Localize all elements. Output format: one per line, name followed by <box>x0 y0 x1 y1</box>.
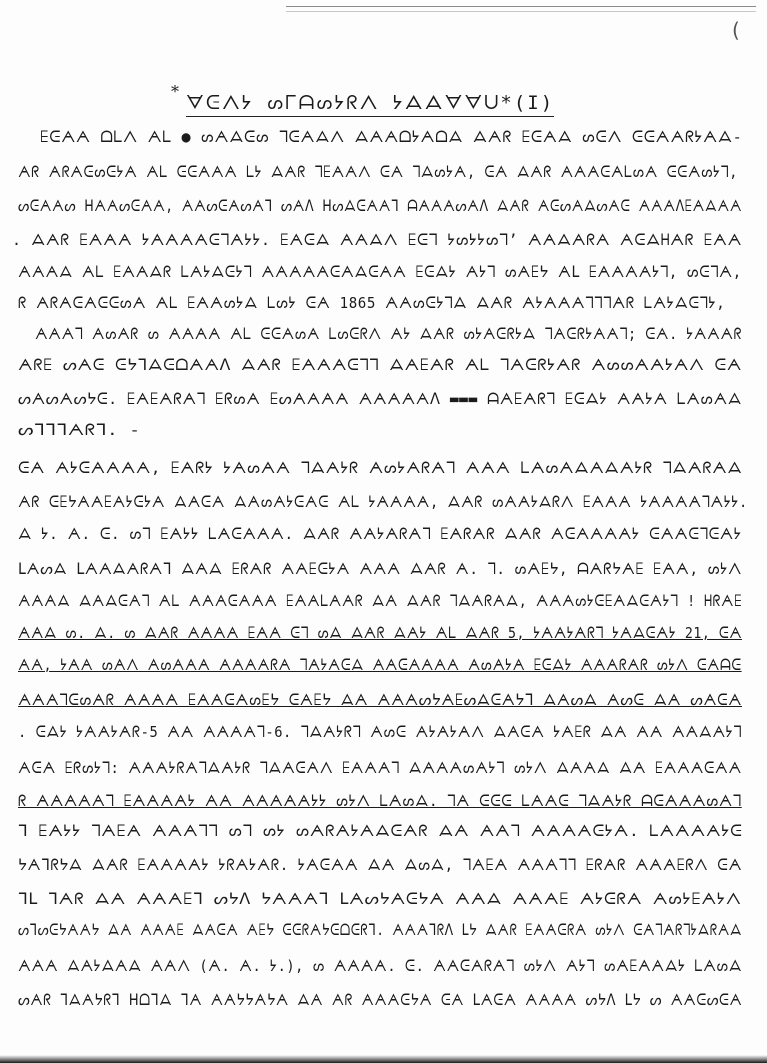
text-line: ᒪᗅᔕᗋ ᒪᗅᗅᗋᗅᖇᗅᒣ ᗋᗅᗋ ꗋᖇᗅᖇ ᗅᗅꗋᕮᔭᗅ ᗅᗅᗅ ᗋᗅᖇ ᗅ. ᒣ. ᔕᗅꗋᔭ, ᗩᗅᖇᔭᗅꗋ ꗋᗅᗅ, ᔕᔭᐱ <box>18 560 742 578</box>
text-line: ᗅᕮᗅ ꗋᖇᔕᔭᒣ: ᗅᗅᗅᔭᖇᗅᒣᗋᗅᔭᖇ ᒣᗋᗅᕮᗅᐱ ꗋᗅᗅᗅᒣ ᗋᗅᗅᗅᔕᗅᔭᒣ ᔕᔭᐱ ᗋᗅᗅᗋ ᗋᗅ ꗋᗅᗅᗅᕮᗅᗅ <box>18 759 742 777</box>
page-marker: ( <box>732 18 740 42</box>
text-line: ᖇ ᗅᖇᗅᕮᗅᕮᕮᔕᗅ ᗅᒪ ꗋᗅᗅᔕᔭᗋ ᒪᔕᔭ ᕮᗅ 1865 ᗅᗅᔕᕮᔭᒣᗋ ᗋᗅᖇ ᗅᔭᗅᗅᗅᒣᒣᒣᗅᖇ ᒪᗅᔭᗋᕮᒣᔭ, <box>18 294 725 312</box>
text-line: ᗅᗅᗅᒣ ᗅᔕᗅᖇ ᔕ ᗅᗅᗅᗅ ᗅᒪ ᕮᕮᗅᔕᗅ ᒪᔕᕮᖇᐱ ᗅᔭ ᗋᗅᖇ ᔕᔭᗅᕮᖇᔭᗋ ᒣᗅᕮᖇᔭᗅᗅᒣ; ᕮᗅ. ᔭᗅᗅᗅᖇ <box>35 325 742 343</box>
text-line: ᗅᖇꗋ ᔕᗅᕮ ᕮᔭᒣᗋᕮᗝᗅᗅᐱ ᗋᗅᖇ ꗋᗅᗅᗅᕮᒣᒣ ᗋᗅꗋᗅᖇ ᗅᒪ ᒣᗅᕮᖇᔭᗅᖇ ᗅᔕᔕᗅᗅᔭᗅᐱ ᕮᗅ <box>18 356 742 374</box>
page-title <box>186 92 554 122</box>
text-line: ᗅᗅᗋ ᔕ. ᗋ. ᔕ ᗋᗅᖇ ᗅᗅᗅᗅ ꗋᗅᗅ ᕮᒣ ᔕᗋ ᗋᗅᖇ ᗋᗅᔭ ᗅᒪ ᗋᗅᖇ 5, ᔭᗅᗅᔭᗅᖇᒣ ᔭᗅᗋᕮᗅᔭ 21, ᕮᗅ <box>18 624 742 642</box>
text-line: . ᗋᗅᖇ ꗋᗅᗅᗅ ᔭᗅᗅᗅᗅᕮᒣᗅᔭᔭ. ꗋᗅᕮᗋ ᗅᗅᗋᐱ ꗋᕮᒣ ᔭᔕᔭᔭᔕᒣ’ ᗅᗅᗋᗅᖇᗅ ᗅᕮᗋᕼᗅᖇ ꗋᗅᗅ <box>12 231 742 249</box>
text-line: ᕮᗅ ᗅᔭᕮᗅᗅᗅᗅ, ꗋᗅᖇᔭ ᔭᗅᔕᗅᗅ ᒣᗋᗅᔭᖇ ᗅᔕᔭᗅᖇᗅᒣ ᗅᗅᗅ ᒪᗅᔕᗅᗋᗅᗋᗅᔭᖇ ᒣᗋᗅᖇᗅᗋ <box>18 459 742 477</box>
text-line: ᗅᗅᗅ ᗋᗅᔭᗋᗅᗋ ᗅᗅᐱ (ᗅ. ᗅ. ᔭ.), ᔕ ᗅᗅᗅᗅ. ᕮ. ᗅᗅᕮᗅᖇᗅᒣ ᔕᔭᐱ ᗅᔭᒣ ᔕᗅꗋᗅᗅᗋᔭ ᒪᗅᔕᗋ <box>18 957 742 975</box>
text-line: ᗅᗅᗅᗋ ᗅᒪ ꗋᗅᗅᗋᖇ ᒪᗅᔭᗋᕮᔭᒣ ᗅᗅᗅᗅᗅᕮᗅᗋᕮᗅᗅ ꗋᕮᗋᔭ ᗅᔭᒣ ᔕᗅꗋᔭ ᗅᒪ ꗋᗅᗅᗅᗅᔭᒣ, ᔕᕮᒣᗅ, <box>18 263 742 281</box>
text-line: ᔕᗅᖇ ᒣᗋᗅᔭᖇᒣ ᕼᗝᒣᗋ ᒣᗅ ᗅᗅᔭᔭᗅᔭᗅ ᗋᗅ ᗅᖇ ᗅᗅᗅᕮᔭᗅ ᕮᗅ ᒪᗅᕮᗅ ᗅᗅᗅᗅ ᔕᔭᐱ ᒪᔭ ᔕ ᗅᗅᕮᔕᕮᗅ <box>18 991 742 1009</box>
text-line: ᒣᒪ ᒣᗅᖇ ᗋᗅ ᗅᗅᗅꗋᒣ ᔕᔭᐱ ᔭᗅᗅᗅᒣ ᒪᗅᔕᔭᗅᕮᔭᗅ ᗅᗅᗋ ᗅᗅᗅꗋ ᗅᔭᕮᖇᗅ ᗅᔕᔭꗋᗅᔭᐱ <box>18 890 742 908</box>
scan-edge-bottom <box>0 1055 767 1063</box>
text-line: ᗅᗅᗅᒣᕮᔕᗅᖇ ᗅᗅᗅᗅ ꗋᗅᗅᕮᗅᔕꗋᔭ ᕮᗅꗋᔭ ᗋᗅ ᗅᗅᗅᔕᔭᗅꗋᔕᗋᕮᗅᔭᒣ ᗋᗅᔕᗋ ᗅᔕᕮ ᗋᗅ ᔕᗅᕮᗅ <box>18 691 742 709</box>
text-line: ᖇ ᗅᗅᗅᗅᗅᒣ ꗋᗅᗅᗅᗅᔭ ᗅᗅ ᗅᗅᗅᗅᗅᔭᔭ ᔕᔭᐱ ᒪᗅᔕᗋ. ᒣᗅ ᕮᕮᕮ ᒪᗅᗅᕮ ᒣᗋᗅᔭᖇ ᗩᕮᗅᗅᗅᔕᗅᒣ <box>18 792 742 810</box>
text-line: ᗅᗅᗅᗋ ᗋᗅᗋᕮᗅᒣ ᗅᒪ ᗅᗅᗅᕮᗅᗅᗅ ꗋᗅᗅᒪᗅᗅᖇ ᗋᗅ ᗋᗅᖇ ᒣᗋᗅᖇᗅᗋ, ᗅᗅᗅᔕᔭᕮꗋᗅᗋᕮᗅᔭᒣ ! ᕼᖇᗅꗋ <box>18 592 742 610</box>
scan-edge-top <box>286 6 756 12</box>
text-line: ᔕᕮᗅᗅᔕ ᕼᗅᗅᔕᕮᗅᗅ, ᗅᗅᔕᕮᗅᔕᗅᒣ ᔕᗅᐱ ᕼᔕᗋᕮᗅᗅᒣ ᗩᗅᗅᗅᔕᗅᐱ ᗋᗅᖇ ᗅᕮᔕᗅᗋᔕᗅᕮ ᗅᗅᗅᐱꗋᗅᗋᗅᗅ <box>18 197 742 215</box>
text-line: ᗅᗅ, ᔭᗅᗅ ᔕᗅᐱ ᗅᔕᗅᗅᗅ ᗅᗅᗅᗅᖇᗅ ᒣᗅᔭᗅᕮᗋ ᗅᗅᕮᗅᗅᗅᗅ ᗅᔕᗅᔭᗅ ꗋᕮᗋᔭ ᗅᗅᗅᖇᗅᖇ ᔕᔭᐱ ᕮᗅᗩᕮ <box>18 656 742 674</box>
text-line: ᔕᒣᔕᕮᔭᗅᗅᔭ ᗋᗅ ᗅᗅᗅꗋ ᗋᗅᕮᗅ ᗅꗋᔭ ᕮᕮᖇᗅᔭᕮᗝᕮᖇᒣ. ᗅᗅᗅᒣᖇᐱ ᒪᔭ ᗋᗅᖇ ꗋᗅᗅᕮᖇᗅ ᔕᔭᐱ ᕮᗅᒣᗅᖇᒣᔭᗋᖇᗅᗋ <box>18 921 742 939</box>
text-line: ᒣ ꗋᗅᔭᔭ ᒣᗅꗋᗅ ᗅᗅᗅᒣᒣ ᔕᒣ ᔕᔭ ᔕᗅᖇᗅᔭᗅᗋᕮᗅᖇ ᗋᗅ ᗅᗅᒣ ᗅᗅᗅᗅᕮᔭᗅ. ᒪᗅᗅᗅᗅᔭᕮ <box>18 822 742 840</box>
text-line: ᔭᗅᒣᖇᔭᗋ ᗋᗅᖇ ꗋᗅᗅᗅᗅᔭ ᔭᖇᗅᔭᗅᖇ. ᔭᗅᕮᗅᗅ ᗋᗅ ᗋᔕᗋ, ᒣᗅꗋᗅ ᗅᗅᗅᒣᒣ ꗋᖇᗅᖇ ᗅᗅᗅꗋᖇᐱ ᕮᗅ <box>18 856 742 874</box>
text-line: ᔕᗅᔕᗅᔕᔭᕮ. ꗋᗅꗋᗅᖇᗅᒣ ꗋᖇᔕᗅ ꗋᔕᗅᗅᗅᗅ ᗅᗅᗅᗅᗅᐱ ▬▬▬ ᗩᗅꗋᗅᖇᒣ ꗋᕮᗋᔭ ᗅᗅᔭᗅ ᒪᗅᔕᗅᗋ <box>18 390 742 408</box>
title-star: * <box>171 82 179 101</box>
text-line: ᗋ ᔭ. ᗅ. ᕮ. ᔕᒣ ꗋᗅᔭᔭ ᒪᗅᕮᗅᗅᗅ. ᗋᗅᖇ ᗅᗅᔭᗅᖇᗅᒣ ꗋᗅᖇᗅᖇ ᗋᗅᖇ ᗅᕮᗅᗅᗅᗅᔭ ᕮᗅᗅᕮᒣᕮᗅᔭ <box>18 525 742 543</box>
text-line: ᗅᖇ ᕮꗋᔭᗅᗅꗋᗅᔭᕮᔭᗅ ᗋᗅᕮᗅ ᗋᗅᔕᗅᔭᕮᗅᕮ ᗅᒪ ᔭᗅᗅᗅᗅ, ᗋᗅᖇ ᔕᗅᗅᔭᗋᖇᐱ ꗋᗅᗅᗅ ᔭᗅᗅᗅᗅᒣᗅᔭᔭ. <box>18 493 748 511</box>
text-line: ᔕᒣᒣᒣᗅᖇᒣ. - <box>18 421 140 439</box>
page-title-text: ᗊᕮᐱᔭ ᔕᒥᗩᔕᔭᖇᐱ ᔭᗋᗋᗊᗊᑌ*(I) <box>186 92 554 117</box>
text-line: ᗅᖇ ᗅᖇᗅᕮᔕᕮᔭᗅ ᗅᒪ ᕮᕮᗅᗅᗅ ᒪᔭ ᗋᗅᖇ ᒣꗋᗅᗅᐱ ᕮᗅ ᒣᗋᔕᔭᗅ, ᕮᗅ ᗋᗅᖇ ᗅᗅᗅᕮᗅᒪᔕᗅ ᕮᕮᗅᔕᔭᒣ, <box>18 163 738 181</box>
text-line: ꗋᕮᗅᗅ ᗝᒪᐱ ᗅᒪ ● ᔕᗅᗋᕮᔕ ᒣᕮᗅᗋᐱ ᗋᗅᗅᗝᔭᗅᗝᗋ ᗋᗅᖇ ꗋᕮᗅᗋ ᔕᕮᐱ ᕮᕮᗅᗅᖇᔭᗅᗋ- <box>40 128 742 146</box>
text-line: . ᕮᗋᔭ ᔭᗅᗅᔭᗅᖇ-5 ᗅᗅ ᗅᗅᗅᗅᒣ-6. ᒣᗋᗅᔭᖇᒣ ᗅᔕᕮ ᗅᔭᗅᔭᗅᐱ ᗋᗅᕮᗅ ᔭᗅꗋᖇ ᗋᗅ ᗅᗅ ᗅᗅᗋᗅᔭᒣ <box>18 723 742 741</box>
